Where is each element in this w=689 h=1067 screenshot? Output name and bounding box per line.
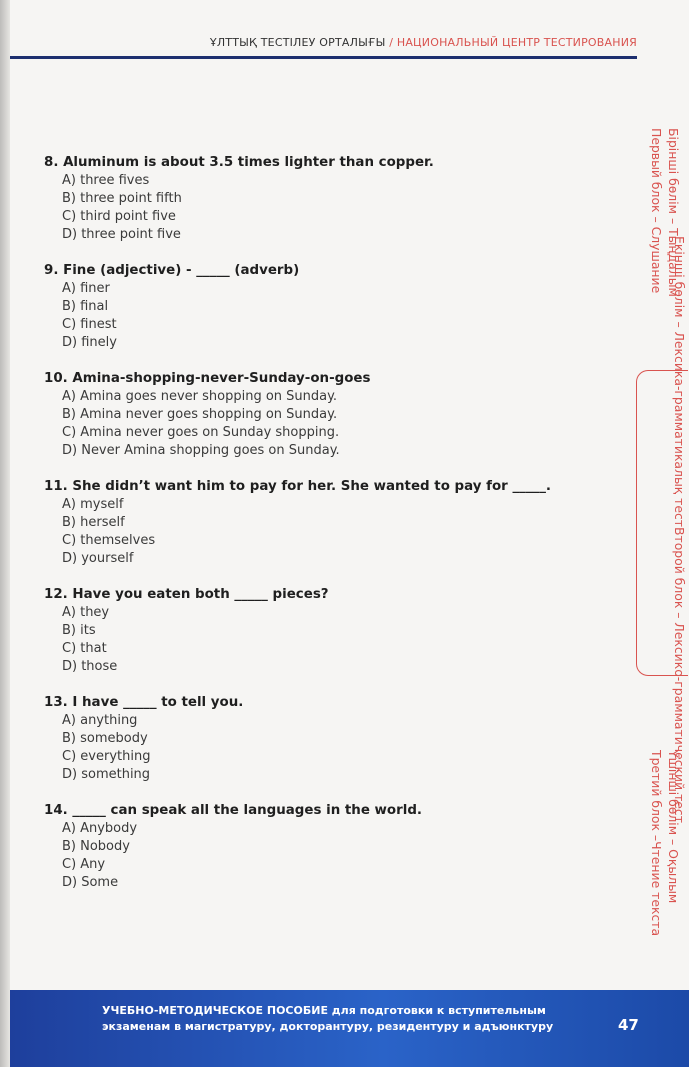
- option-b: B) somebody: [62, 731, 148, 746]
- question-list: [44, 154, 604, 910]
- question-8: [44, 154, 604, 244]
- option-b: B) Nobody: [62, 839, 130, 854]
- question-13: [44, 694, 604, 784]
- option-d: D) Some: [62, 875, 119, 890]
- option-b: B) Amina never goes shopping on Sunday.: [62, 407, 338, 422]
- side-tab-block-3: [648, 750, 682, 936]
- footer-line-1: [102, 1003, 553, 1019]
- page-footer: [10, 990, 689, 1067]
- side-tab-kz: Бірінші бөлім – Тыңдалым: [666, 128, 681, 297]
- footer-title: УЧЕБНО-МЕТОДИЧЕСКОЕ ПОСОБИЕ: [102, 1004, 328, 1017]
- option-d: D) Never Amina shopping goes on Sunday.: [62, 443, 340, 458]
- question-stem: 10. Amina-shopping-never-Sunday-on-goes: [44, 371, 371, 386]
- option-c: C) themselves: [62, 533, 156, 548]
- option-a: A) myself: [62, 497, 124, 512]
- header-separator: /: [385, 36, 397, 49]
- question-stem: 14. _____ can speak all the languages in the world.: [44, 803, 422, 818]
- option-d: D) something: [62, 767, 151, 782]
- page-header: [210, 36, 637, 49]
- question-11: [44, 478, 604, 568]
- option-a: A) they: [62, 605, 110, 620]
- option-a: A) three fives: [62, 173, 150, 188]
- option-d: D) finely: [62, 335, 117, 350]
- option-c: C) third point five: [62, 209, 176, 224]
- option-a: A) Amina goes never shopping on Sunday.: [62, 389, 338, 404]
- side-tab-kz: Үшінші бөлім – Оқылым: [666, 750, 681, 904]
- option-d: D) three point five: [62, 227, 181, 242]
- option-list: [44, 388, 604, 460]
- question-stem: 9. Fine (adjective) - _____ (adverb): [44, 263, 300, 278]
- option-list: [44, 496, 604, 568]
- side-tab-ru: Первый блок – Слушание: [649, 128, 664, 294]
- option-list: [44, 172, 604, 244]
- option-list: [44, 820, 604, 892]
- option-d: D) those: [62, 659, 118, 674]
- option-list: [44, 604, 604, 676]
- question-14: [44, 802, 604, 892]
- option-a: A) anything: [62, 713, 138, 728]
- side-tab-kz: Екінші бөлім – Лексика-грамматикалық тест: [672, 235, 687, 527]
- option-a: A) Anybody: [62, 821, 138, 836]
- question-12: [44, 586, 604, 676]
- question-stem: 13. I have _____ to tell you.: [44, 695, 244, 710]
- option-b: B) herself: [62, 515, 125, 530]
- option-b: B) final: [62, 299, 109, 314]
- question-10: [44, 370, 604, 460]
- side-tab-ru: Второй блок – Лексико-грамматический тест: [672, 526, 687, 823]
- footer-line-2: экзаменам в магистратуру, докторантуру, резидентуру и адъюнктуру: [102, 1020, 554, 1033]
- option-list: [44, 712, 604, 784]
- side-tab-block-2-active: [636, 235, 688, 823]
- option-a: A) finer: [62, 281, 110, 296]
- page-number: 47: [618, 1016, 639, 1034]
- page-binding-shadow: [0, 0, 10, 1067]
- header-kz: ҰЛТТЫҚ ТЕСТІЛЕУ ОРТАЛЫҒЫ: [209, 36, 386, 49]
- option-c: C) that: [62, 641, 107, 656]
- header-ru: НАЦИОНАЛЬНЫЙ ЦЕНТР ТЕСТИРОВАНИЯ: [396, 36, 637, 49]
- header-rule: [10, 56, 637, 59]
- option-b: B) three point fifth: [62, 191, 182, 206]
- option-list: [44, 280, 604, 352]
- question-stem: 8. Aluminum is about 3.5 times lighter than copper.: [44, 155, 434, 170]
- side-tab-ru: Третий блок –Чтение текста: [649, 750, 664, 937]
- option-c: C) Amina never goes on Sunday shopping.: [62, 425, 340, 440]
- option-c: C) everything: [62, 749, 151, 764]
- question-stem: 11. She didn’t want him to pay for her. She wanted to pay for _____.: [44, 479, 552, 494]
- option-c: C) Any: [62, 857, 106, 872]
- option-b: B) its: [62, 623, 96, 638]
- question-stem: 12. Have you eaten both _____ pieces?: [44, 587, 329, 602]
- question-9: [44, 262, 604, 352]
- option-c: C) finest: [62, 317, 117, 332]
- option-d: D) yourself: [62, 551, 134, 566]
- footer-text: [102, 1003, 553, 1035]
- footer-line-1-rest: для подготовки к вступительным: [327, 1004, 546, 1017]
